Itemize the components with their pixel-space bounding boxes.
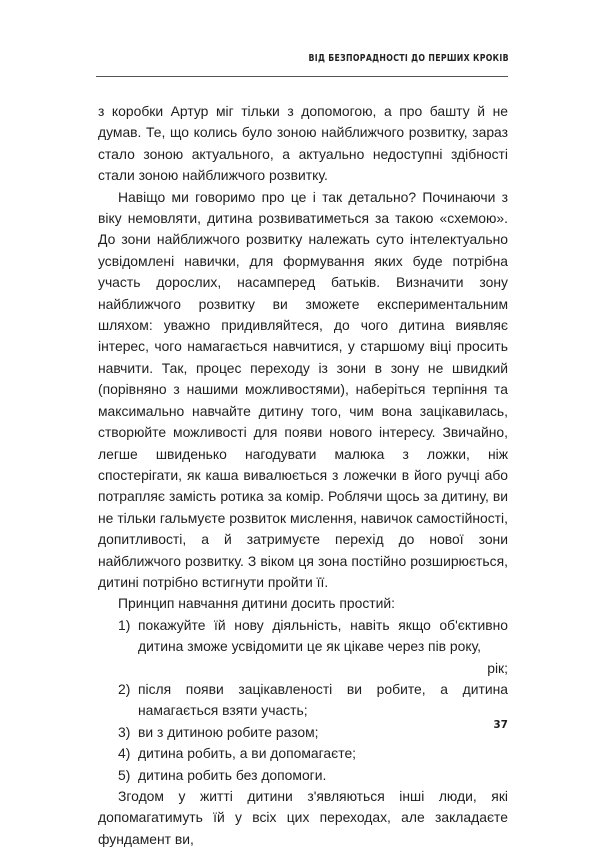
paragraph: Принцип навчання дитини досить простий: (118, 595, 395, 612)
list-item (98, 615, 508, 658)
list-item (98, 765, 508, 786)
paragraph: Навіщо ми говоримо про це і так детально? Починаючи з віку немовляти, дитина розвиватиметься за такою «схемою». До зони найближчого розвитку належать суто інтелектуально усвідомлені навички, для формування яких буде потрібна участь дорослих, насамперед батьків. Визначити зону найближчого розвитку ви зможете експериментальним шляхом: уважно придивляйтеся, до чого дитина виявляє інтерес, чого намагається навчитися, у старшому віці просить навчити. Так, процес переходу із зони в зону не швидкий (порівняно з нашими можливостями), наберіться терпіння та максимально навчайте дитину того, чим вона зацікавилась, створюйте можливості для появи нового інтересу. Звичайно, легше швиденько нагодувати малюка з ложки, ніж спостерігати, як каша вивалюється з ложечки в його ручці або потрапляє замість ротика за комір. Роблячи щось за дитину, ви не тільки гальмуєте розвиток мислення, навичок самостійності, допитливості, а й затримуєте перехід до нової зони найближчого розвитку. З віком ця зона постійно розширюється, дитині потрібно встигнути пройти її. (98, 188, 508, 590)
page-number: 37 (493, 719, 508, 731)
list-item-text: ви з дитиною робите разом; (138, 723, 319, 740)
list-item-number: 5) (118, 766, 131, 783)
list-item-text: після появи зацікавленості ви робите, а дитина намагається взяти участь; (138, 680, 508, 719)
paragraph: Згодом у житті дитини з'являються інші люди, які допомагатимуть їй у всіх цих переходах, але закладаєте фундамент ви, (98, 788, 508, 847)
list-item-number: 4) (118, 745, 131, 762)
list-item-text: рік; (487, 659, 508, 676)
list-item-text: покажуйте їй нову діяльність, навіть якщо об'єктивно дитина зможе усвідомити це як цікаве через пів року, (138, 616, 508, 655)
list-item-number: 2) (118, 680, 131, 697)
running-title: ВІД БЕЗПОРАДНОСТІ ДО ПЕРШИХ КРОКІВ (308, 53, 509, 64)
list-item-text: дитина робить без допомоги. (138, 766, 327, 783)
list-item-number: 1) (118, 616, 131, 633)
header-rule (96, 76, 508, 77)
list-item-text: дитина робить, а ви допомагаєте; (138, 745, 357, 762)
body-text (98, 101, 508, 850)
list-item (98, 743, 508, 764)
list-item (98, 679, 508, 722)
paragraph: з коробки Артур міг тільки з допомогою, а про башту й не думав. Те, що колись було зоною найближчого розвитку, зараз стало зоною актуального, а актуально недоступні здібності стали зоною найближчого розвитку. (98, 103, 508, 184)
list-item (98, 658, 508, 679)
list-item-number: 3) (118, 723, 131, 740)
list-item (98, 722, 508, 743)
